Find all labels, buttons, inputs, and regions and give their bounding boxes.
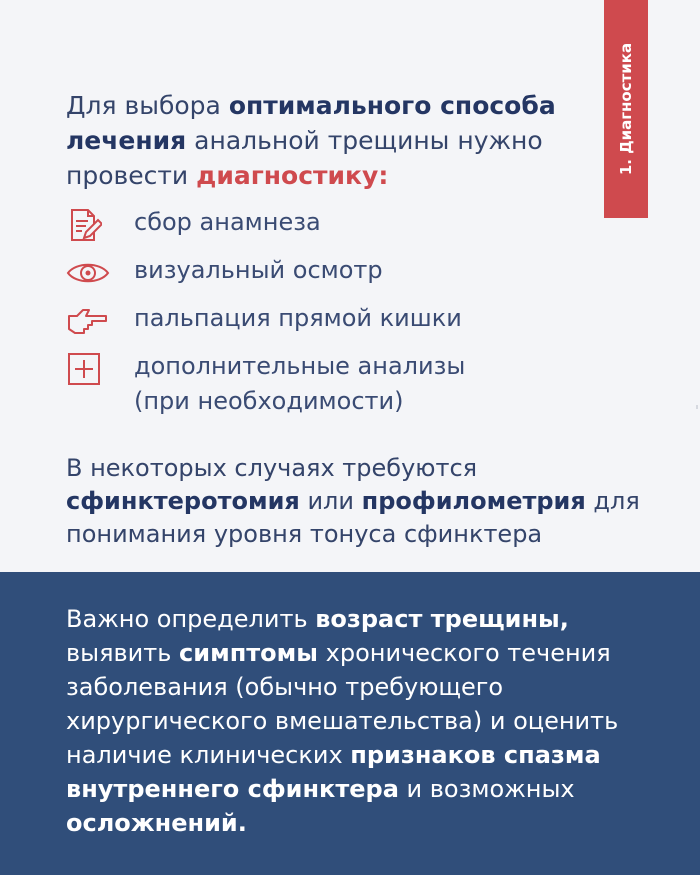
middle-part: или [299,487,362,515]
summary-part: Важно определить [66,605,316,633]
middle-bold: сфинктеротомия [66,487,300,515]
list-item-label-line2: (при необходимости) [134,387,404,415]
summary-bold: признаков спазма внутреннего сфинктера [66,741,601,803]
summary-bold: осложнений. [66,809,247,837]
summary-band [0,572,700,875]
list-item [66,253,626,301]
document-pen-icon [66,207,110,243]
pointing-hand-icon [66,303,110,339]
intro-text [66,88,586,193]
list-item-label: визуальный осмотр [134,256,383,284]
summary-part: и возможных [398,775,575,803]
list-item [66,205,626,253]
middle-text [66,452,646,551]
list-item-label: сбор анамнеза [134,208,321,236]
section-tag-label: 1. Диагностика [617,42,635,176]
list-item-label: пальпация прямой кишки [134,304,462,332]
middle-bold: профилометрия [361,487,586,515]
list-item [66,349,626,429]
summary-bold: симптомы [179,639,318,667]
summary-part: выявить [66,639,180,667]
middle-part: В некоторых случаях требуются [66,454,478,482]
intro-part: анальной трещины нужно провести [66,126,543,190]
diagnostics-list [66,205,626,429]
eye-icon [66,255,110,291]
middle-part: для понимания уровня тонуса сфинктера [66,487,640,548]
list-item-label [134,349,465,419]
edge-mark [696,405,698,409]
plus-square-icon [66,351,110,387]
summary-text [66,602,666,840]
list-item [66,301,626,349]
intro-part: Для выбора [66,91,229,120]
summary-bold: возраст трещины, [315,605,569,633]
section-tag [604,0,648,218]
summary-part: хронического течения заболевания (обычно требующего хирургического вмешательства) и оценить наличие клинических [66,639,619,769]
intro-bold: оптимального способа лечения [66,91,556,155]
list-item-label-line1: дополнительные анализы [134,352,466,380]
intro-accent: диагностику: [196,161,389,190]
